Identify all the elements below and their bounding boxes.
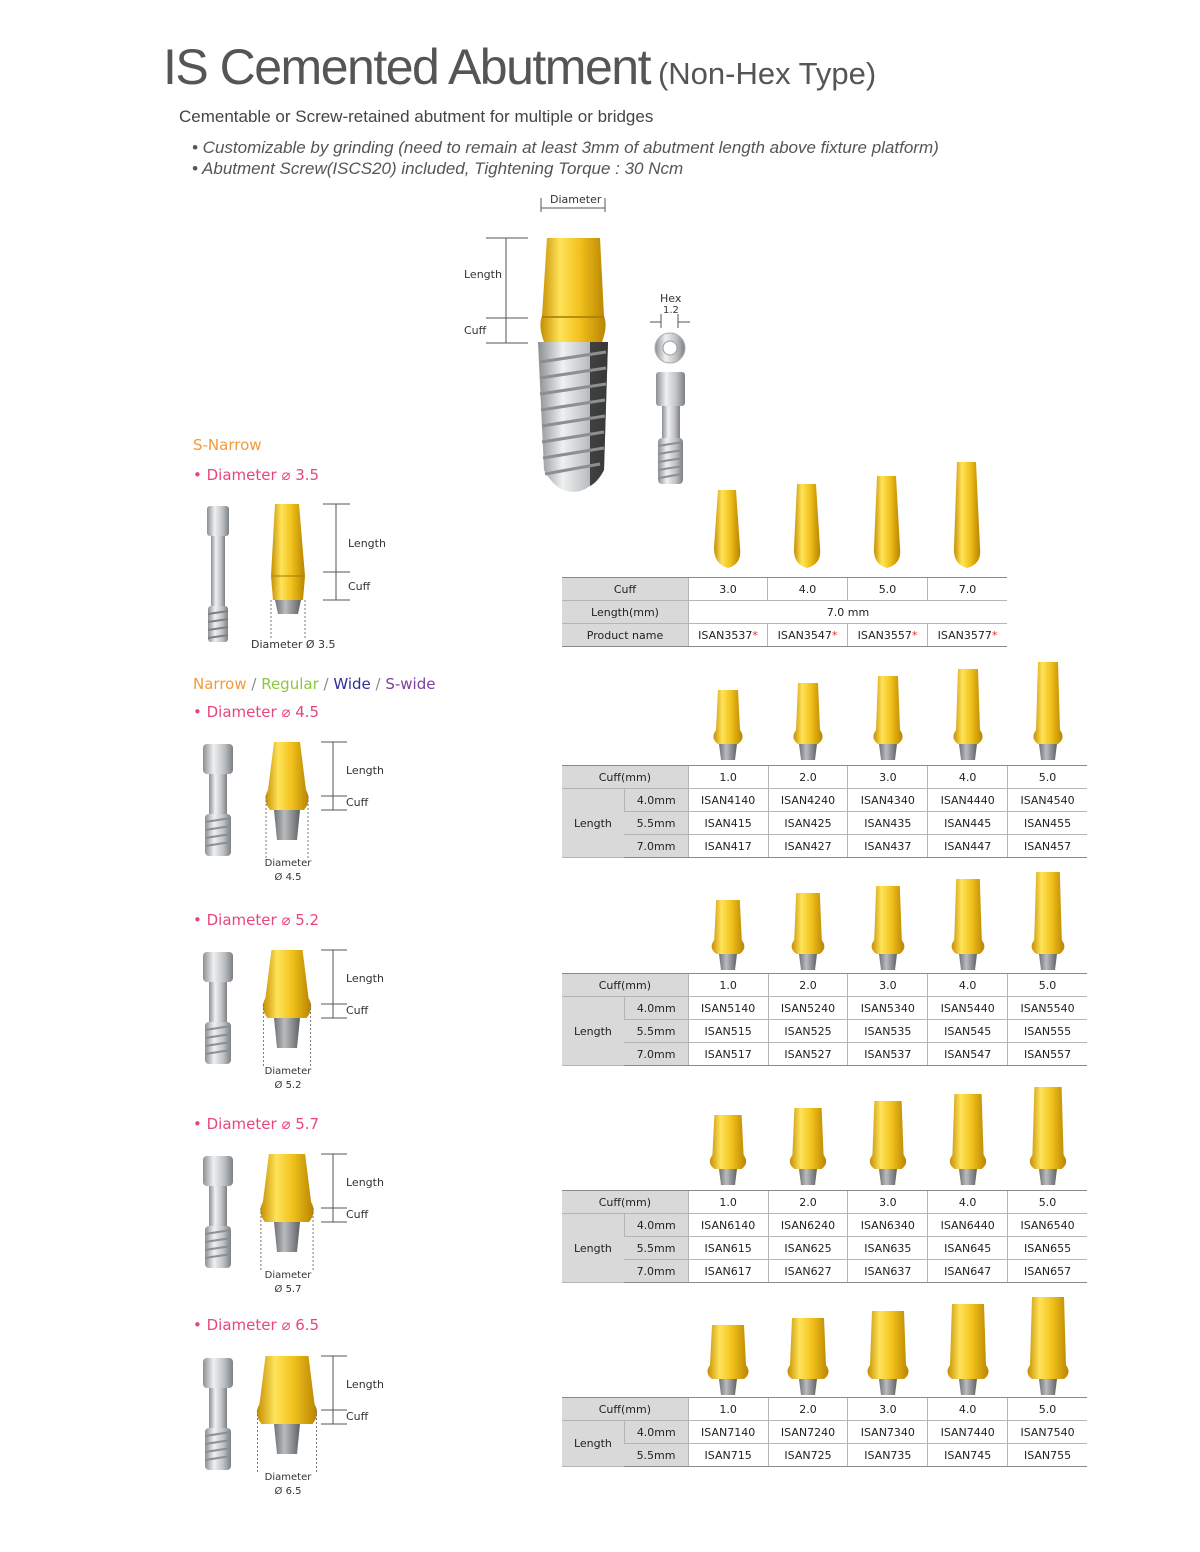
product-code: ISAN715 bbox=[688, 1444, 768, 1467]
snarrow-fig-diameter: Diameter Ø 3.5 bbox=[251, 638, 336, 651]
product-code: ISAN637 bbox=[848, 1260, 928, 1283]
length-value: 5.5mm bbox=[624, 1444, 688, 1467]
product-code: ISAN535 bbox=[848, 1020, 928, 1043]
length-value: 7.0mm bbox=[624, 835, 688, 858]
cuff-cell: 5.0 bbox=[848, 578, 928, 601]
product-cell bbox=[689, 624, 768, 647]
length-value: 5.5mm bbox=[624, 1020, 688, 1043]
diameter-value: ⌀ 4.5 bbox=[281, 703, 320, 721]
abutment-image bbox=[790, 1108, 826, 1169]
fig-length-label: Length bbox=[346, 972, 384, 985]
product-cell bbox=[848, 624, 928, 647]
fig-diameter-value: Ø 6.5 bbox=[274, 1486, 302, 1497]
abutment-image bbox=[1030, 1087, 1066, 1169]
product-code: ISAN5440 bbox=[928, 997, 1008, 1020]
cuff-cell: 3.0 bbox=[848, 766, 928, 789]
product-code: ISAN4140 bbox=[688, 789, 768, 812]
product-code: ISAN615 bbox=[688, 1237, 768, 1260]
product-code: ISAN755 bbox=[1008, 1444, 1087, 1467]
fig-cuff-label: Cuff bbox=[346, 1004, 369, 1017]
product-code: ISAN4440 bbox=[928, 789, 1008, 812]
abutment-image bbox=[713, 690, 742, 744]
diameter-label: • Diameter bbox=[193, 1115, 277, 1133]
product-code: ISAN4540 bbox=[1008, 789, 1087, 812]
section-table bbox=[562, 765, 1087, 858]
cuff-cell: 4.0 bbox=[928, 974, 1008, 997]
fig-diameter-value: Ø 5.2 bbox=[274, 1080, 302, 1091]
section-diameter bbox=[193, 1115, 319, 1133]
snarrow-figure bbox=[195, 500, 355, 660]
cuff-cell: 2.0 bbox=[768, 1191, 848, 1214]
abutment-image bbox=[707, 1325, 748, 1379]
product-code: ISAN6240 bbox=[768, 1214, 848, 1237]
abutment-image bbox=[710, 1115, 746, 1169]
abutment-image bbox=[953, 669, 982, 744]
group-sep: / bbox=[318, 675, 334, 693]
product-code: ISAN645 bbox=[928, 1237, 1008, 1260]
product-code: ISAN657 bbox=[1008, 1260, 1087, 1283]
product-code: ISAN3547 bbox=[777, 628, 832, 642]
snarrow-heading: S-Narrow bbox=[193, 436, 262, 454]
cuff-cell: 4.0 bbox=[768, 578, 848, 601]
fig-diameter-label: Diameter bbox=[264, 1472, 312, 1483]
product-code: ISAN627 bbox=[768, 1260, 848, 1283]
fig-cuff-label: Cuff bbox=[346, 1208, 369, 1221]
product-code: ISAN537 bbox=[848, 1043, 928, 1066]
product-code: ISAN527 bbox=[768, 1043, 848, 1066]
diagram-length-label: Length bbox=[464, 268, 502, 281]
product-code: ISAN655 bbox=[1008, 1237, 1087, 1260]
fig-diameter-label: Diameter bbox=[264, 1066, 312, 1077]
section-diameter bbox=[193, 911, 319, 929]
product-code: ISAN625 bbox=[768, 1237, 848, 1260]
section-abutments bbox=[690, 1295, 1110, 1400]
cuff-cell: 2.0 bbox=[768, 974, 848, 997]
product-code: ISAN457 bbox=[1008, 835, 1087, 858]
title-main: IS Cemented Abutment bbox=[163, 39, 650, 95]
title-suffix: (Non-Hex Type) bbox=[657, 56, 877, 91]
cuff-cell: 4.0 bbox=[928, 1191, 1008, 1214]
abutment-image bbox=[712, 900, 745, 954]
fig-cuff-label: Cuff bbox=[346, 796, 369, 809]
abutment-image bbox=[1027, 1297, 1068, 1379]
product-code: ISAN7440 bbox=[928, 1421, 1008, 1444]
abutment-image bbox=[867, 1311, 908, 1379]
length-value: 4.0mm bbox=[624, 1214, 688, 1237]
abutment-image bbox=[792, 893, 825, 954]
length-value: 4.0mm bbox=[624, 789, 688, 812]
length-header: Length bbox=[562, 789, 624, 858]
product-code: ISAN5140 bbox=[688, 997, 768, 1020]
product-code: ISAN6340 bbox=[848, 1214, 928, 1237]
product-code: ISAN647 bbox=[928, 1260, 1008, 1283]
feature-bullets bbox=[192, 137, 939, 179]
product-code: ISAN745 bbox=[928, 1444, 1008, 1467]
marker-star: * bbox=[752, 628, 758, 642]
cuff-header: Cuff(mm) bbox=[562, 1398, 688, 1421]
cuff-header: Cuff(mm) bbox=[562, 766, 688, 789]
product-code: ISAN415 bbox=[688, 812, 768, 835]
abutment-image bbox=[793, 683, 822, 744]
product-code: ISAN5540 bbox=[1008, 997, 1087, 1020]
product-cell bbox=[768, 624, 848, 647]
diameter-label: • Diameter bbox=[193, 466, 277, 484]
product-code: ISAN547 bbox=[928, 1043, 1008, 1066]
marker-star: * bbox=[991, 628, 998, 642]
group-sep: / bbox=[246, 675, 262, 693]
product-cell bbox=[928, 624, 1008, 647]
snarrow-abutments bbox=[690, 460, 1020, 580]
product-code: ISAN6540 bbox=[1008, 1214, 1087, 1237]
snarrow-table bbox=[562, 577, 1007, 647]
cuff-cell: 5.0 bbox=[1008, 766, 1087, 789]
product-code: ISAN4340 bbox=[848, 789, 928, 812]
section-diameter bbox=[193, 703, 319, 721]
product-code: ISAN7140 bbox=[688, 1421, 768, 1444]
cuff-cell: 3.0 bbox=[848, 1398, 928, 1421]
bullet-screw: • Abutment Screw(ISCS20) included, Tightening Torque : 30 Ncm bbox=[192, 159, 684, 178]
fig-diameter-label: Diameter bbox=[264, 858, 312, 869]
snarrow-diameter bbox=[193, 466, 319, 484]
length-value: 5.5mm bbox=[624, 1237, 688, 1260]
abutment-image bbox=[952, 879, 985, 954]
cuff-cell: 5.0 bbox=[1008, 1191, 1087, 1214]
section-abutments bbox=[690, 870, 1110, 975]
abutment-image bbox=[787, 1318, 828, 1379]
diagram-cuff-label: Cuff bbox=[464, 324, 487, 337]
group-swide: S-wide bbox=[385, 675, 436, 693]
cuff-cell: 1.0 bbox=[688, 974, 768, 997]
fig-diameter-label: Diameter bbox=[264, 1270, 312, 1281]
groups-heading bbox=[193, 675, 435, 693]
product-code: ISAN425 bbox=[768, 812, 848, 835]
section-table bbox=[562, 973, 1087, 1066]
product-code: ISAN437 bbox=[848, 835, 928, 858]
length-header: Length bbox=[562, 1421, 624, 1467]
abutment-image bbox=[1032, 872, 1065, 954]
length-header: Length bbox=[562, 997, 624, 1066]
cuff-cell: 4.0 bbox=[928, 1398, 1008, 1421]
cuff-cell: 1.0 bbox=[688, 1398, 768, 1421]
diagram-hex-value: 1.2 bbox=[663, 305, 679, 316]
cuff-header: Cuff(mm) bbox=[562, 974, 688, 997]
fig-length-label: Length bbox=[346, 764, 384, 777]
abutment-image bbox=[1033, 662, 1062, 744]
cuff-cell: 5.0 bbox=[1008, 974, 1087, 997]
marker-star: * bbox=[831, 628, 838, 642]
product-code: ISAN525 bbox=[768, 1020, 848, 1043]
cuff-cell: 2.0 bbox=[768, 1398, 848, 1421]
abutment-image bbox=[950, 1094, 986, 1169]
abutment-image bbox=[872, 886, 905, 954]
fig-length-label: Length bbox=[346, 1378, 384, 1391]
product-code: ISAN6440 bbox=[928, 1214, 1008, 1237]
fig-cuff-label: Cuff bbox=[346, 1410, 369, 1423]
bullet-grinding: • Customizable by grinding (need to remain at least 3mm of abutment length above fixture platform) bbox=[192, 138, 939, 157]
group-wide: Wide bbox=[333, 675, 371, 693]
product-code: ISAN635 bbox=[848, 1237, 928, 1260]
product-code: ISAN3537 bbox=[698, 628, 753, 642]
group-sep: / bbox=[370, 675, 386, 693]
cuff-cell: 5.0 bbox=[1008, 1398, 1087, 1421]
length-value: 7.0mm bbox=[624, 1260, 688, 1283]
product-code: ISAN427 bbox=[768, 835, 848, 858]
diameter-value: ⌀ 6.5 bbox=[281, 1316, 320, 1334]
product-code: ISAN517 bbox=[688, 1043, 768, 1066]
cuff-cell: 4.0 bbox=[928, 766, 1008, 789]
product-code: ISAN545 bbox=[928, 1020, 1008, 1043]
length-header: Length(mm) bbox=[562, 601, 689, 624]
abutment-image bbox=[873, 676, 902, 744]
product-code: ISAN417 bbox=[688, 835, 768, 858]
diagram-diameter-label: Diameter bbox=[550, 193, 602, 206]
cuff-cell: 1.0 bbox=[688, 766, 768, 789]
cuff-header: Cuff bbox=[562, 578, 689, 601]
product-code: ISAN7540 bbox=[1008, 1421, 1087, 1444]
length-header: Length bbox=[562, 1214, 624, 1283]
section-table bbox=[562, 1397, 1087, 1467]
product-code: ISAN7340 bbox=[848, 1421, 928, 1444]
cuff-cell: 2.0 bbox=[768, 766, 848, 789]
product-code: ISAN515 bbox=[688, 1020, 768, 1043]
diameter-value: ⌀ 5.2 bbox=[281, 911, 320, 929]
cuff-cell: 7.0 bbox=[928, 578, 1008, 601]
product-code: ISAN617 bbox=[688, 1260, 768, 1283]
subtitle: Cementable or Screw-retained abutment for multiple or bridges bbox=[179, 107, 654, 126]
product-code: ISAN725 bbox=[768, 1444, 848, 1467]
section-abutments bbox=[690, 1085, 1110, 1190]
length-value: 5.5mm bbox=[624, 812, 688, 835]
product-code: ISAN3577 bbox=[937, 628, 992, 642]
length-value: 7.0 mm bbox=[689, 601, 1008, 624]
product-code: ISAN5340 bbox=[848, 997, 928, 1020]
diameter-label: • Diameter bbox=[193, 1316, 277, 1334]
diameter-label: • Diameter bbox=[193, 911, 277, 929]
cuff-header: Cuff(mm) bbox=[562, 1191, 688, 1214]
group-narrow: Narrow bbox=[193, 675, 247, 693]
cuff-cell: 1.0 bbox=[688, 1191, 768, 1214]
diameter-value: ⌀ 5.7 bbox=[281, 1115, 320, 1133]
length-value: 7.0mm bbox=[624, 1043, 688, 1066]
product-code: ISAN445 bbox=[928, 812, 1008, 835]
diameter-label: • Diameter bbox=[193, 703, 277, 721]
length-value: 4.0mm bbox=[624, 1421, 688, 1444]
product-code: ISAN455 bbox=[1008, 812, 1087, 835]
abutment-image bbox=[870, 1101, 906, 1169]
group-regular: Regular bbox=[261, 675, 319, 693]
cuff-cell: 3.0 bbox=[848, 974, 928, 997]
fig-length-label: Length bbox=[346, 1176, 384, 1189]
cuff-cell: 3.0 bbox=[689, 578, 768, 601]
fig-diameter-value: Ø 5.7 bbox=[274, 1284, 302, 1295]
diagram-hex-label: Hex bbox=[660, 292, 682, 305]
section-table bbox=[562, 1190, 1087, 1283]
page-title bbox=[163, 38, 876, 96]
cuff-cell: 3.0 bbox=[848, 1191, 928, 1214]
product-code: ISAN735 bbox=[848, 1444, 928, 1467]
product-code: ISAN7240 bbox=[768, 1421, 848, 1444]
diameter-value: ⌀ 3.5 bbox=[281, 466, 320, 484]
product-code: ISAN5240 bbox=[768, 997, 848, 1020]
product-code: ISAN557 bbox=[1008, 1043, 1087, 1066]
abutment-image bbox=[947, 1304, 988, 1379]
product-header: Product name bbox=[562, 624, 689, 647]
product-code: ISAN6140 bbox=[688, 1214, 768, 1237]
length-value: 4.0mm bbox=[624, 997, 688, 1020]
product-code: ISAN447 bbox=[928, 835, 1008, 858]
section-abutments bbox=[690, 660, 1110, 765]
snarrow-fig-length: Length bbox=[348, 537, 386, 550]
section-diameter bbox=[193, 1316, 319, 1334]
product-code: ISAN435 bbox=[848, 812, 928, 835]
product-code: ISAN555 bbox=[1008, 1020, 1087, 1043]
fig-diameter-value: Ø 4.5 bbox=[274, 872, 302, 883]
marker-star: * bbox=[911, 628, 918, 642]
product-code: ISAN4240 bbox=[768, 789, 848, 812]
snarrow-fig-cuff: Cuff bbox=[348, 580, 371, 593]
product-code: ISAN3557 bbox=[857, 628, 912, 642]
